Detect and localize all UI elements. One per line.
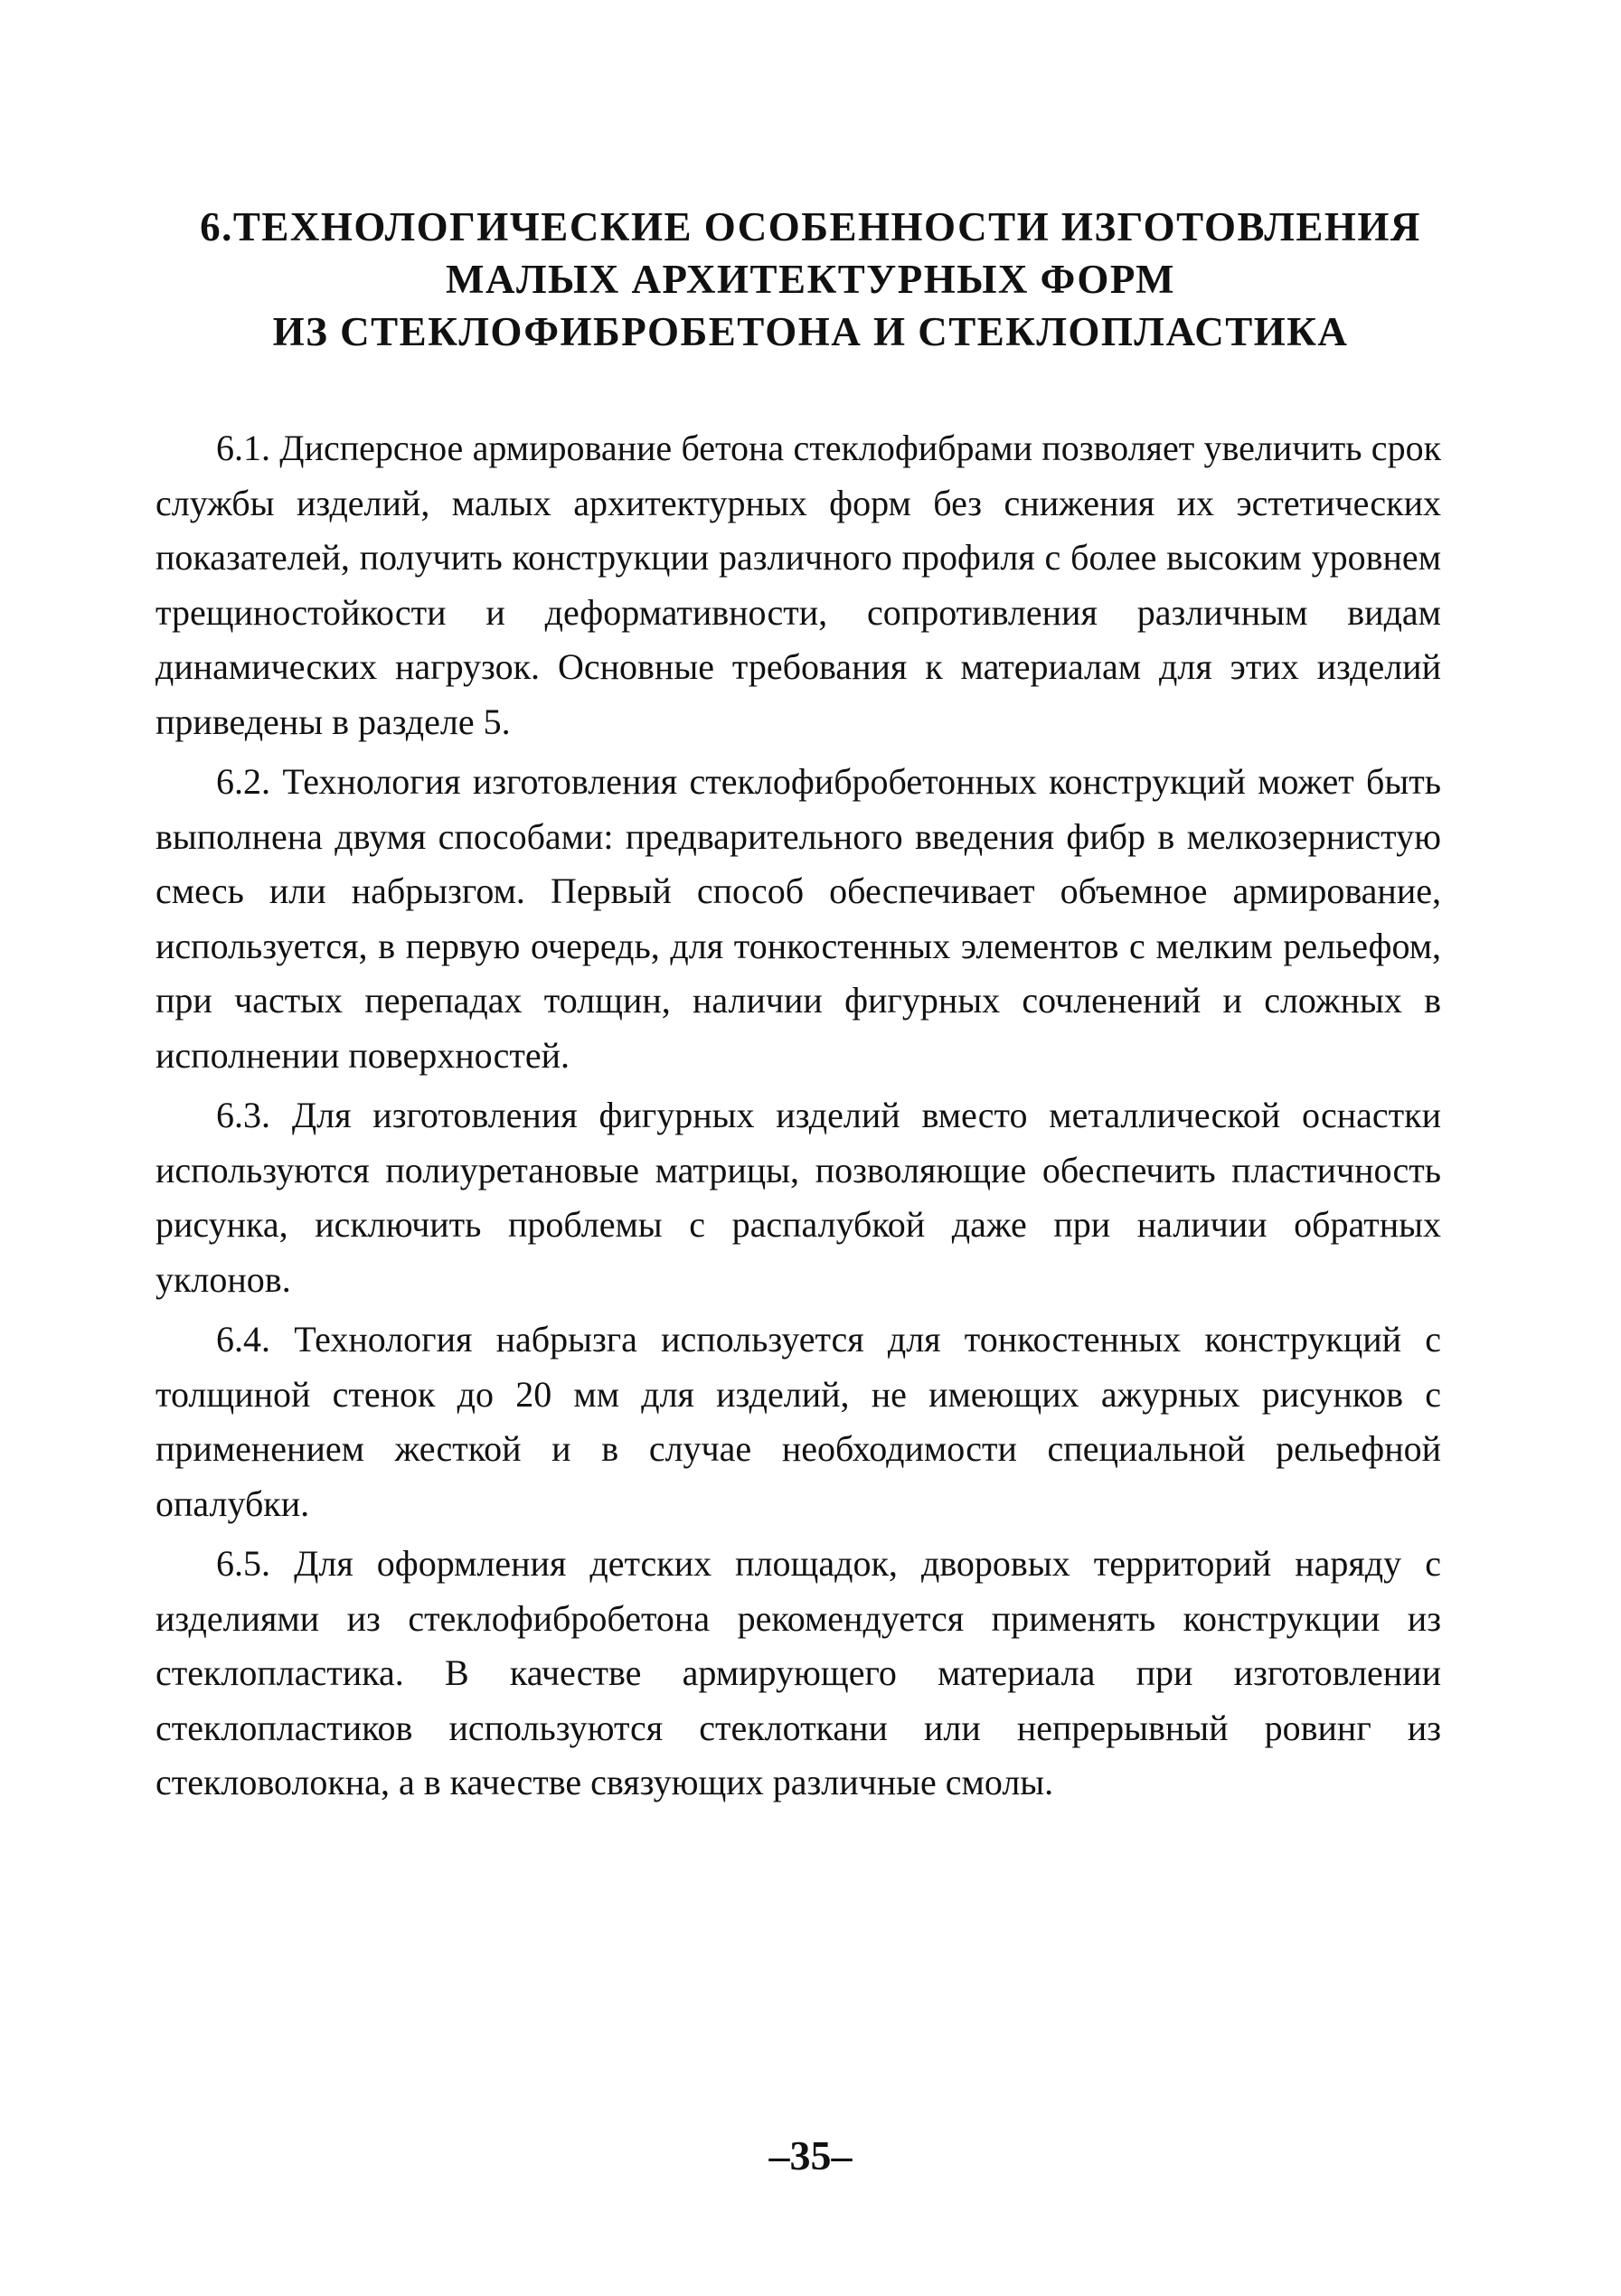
paragraph-6-5: 6.5. Для оформления детских площадок, дворовых территорий наряду с изделиями из стеклофибробетона рекомендуется применять конструкции из стеклопластика. В качестве армирующего материала при изготовлении стеклопластиков используются стеклоткани или непрерывный ровинг из стекловолокна, а в качестве связующих различные смолы.: [156, 1543, 1441, 1802]
section-heading: [108, 201, 1513, 358]
paragraph-6-4: 6.4. Технология набрызга используется для тонкостенных конструкций с толщиной стенок до 20 мм для изделий, не имеющих ажурных рисунков с применением жесткой и в случае необходимости специальной рельефной опалубки.: [156, 1319, 1441, 1524]
paragraph-6-1: 6.1. Дисперсное армирование бетона стеклофибрами позволяет увеличить срок службы изделий, малых архитектурных форм без снижения их эстетических показателей, получить конструкции различного профиля с более высоким уровнем трещиностойкости и деформативности, сопротивления различным видам динамических нагрузок. Основные требования к материалам для этих изделий приведены в разделе 5.: [156, 428, 1441, 742]
paragraph-6-3: 6.3. Для изготовления фигурных изделий вместо металлической оснастки используются полиуретановые матрицы, позволяющие обеспечить пластичность рисунка, исключить проблемы с распалубкой даже при наличии обратных уклонов.: [156, 1095, 1441, 1300]
section-body: [156, 421, 1441, 1816]
paragraph-6-2: 6.2. Технология изготовления стеклофибробетонных конструкций может быть выполнена двумя способами: предварительного введения фибр в мелкозернистую смесь или набрызгом. Первый способ обеспечивает объемное армирование, используется, в первую очередь, для тонкостенных элементов с мелким рельефом, при частых перепадах толщин, наличии фигурных сочленений и сложных в исполнении поверхностей.: [156, 761, 1441, 1076]
heading-line-1: 6.ТЕХНОЛОГИЧЕСКИЕ ОСОБЕННОСТИ ИЗГОТОВЛЕНИЯ: [200, 204, 1421, 249]
heading-line-2: МАЛЫХ АРХИТЕКТУРНЫХ ФОРМ: [446, 257, 1175, 302]
page-number: –35–: [768, 2132, 853, 2178]
heading-line-3: ИЗ СТЕКЛОФИБРОБЕТОНА И СТЕКЛОПЛАСТИКА: [272, 309, 1349, 354]
